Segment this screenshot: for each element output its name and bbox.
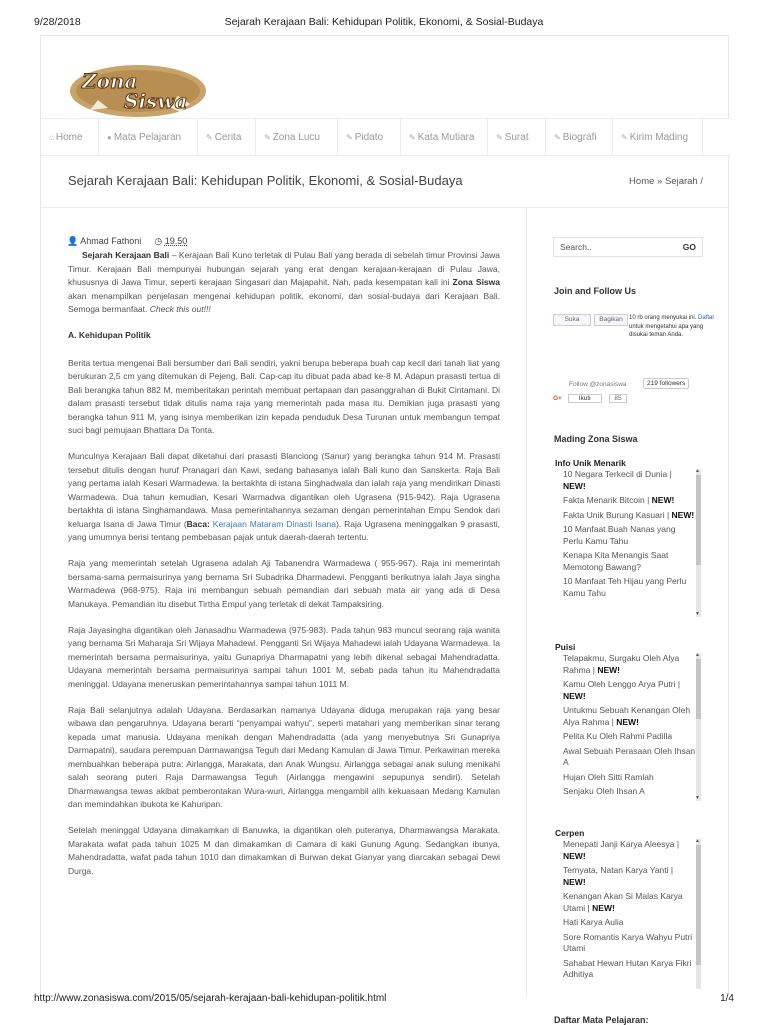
edit-icon: ✎ [206, 133, 213, 142]
nav-zona-lucu[interactable]: ✎ Zona Lucu [256, 119, 338, 156]
print-title: Sejarah Kerajaan Bali: Kehidupan Politik, Ekonomi, & Sosial-Budaya [224, 16, 544, 28]
print-date: 9/28/2018 [34, 16, 81, 28]
edit-icon: ✎ [621, 133, 628, 142]
list-item[interactable]: Senjaku Oleh Ihsan A [563, 786, 645, 796]
search-go-button[interactable]: GO [682, 242, 696, 252]
paragraph-5: Raja Bali selanjutnya adalah Udayana. Berdasarkan namanya Udayana diduga merupakan raja yang besar wibawa dan pengaruhnya. Udayana berarti “penyampai wahyu”, seperti matahari yang memberikan sinar terang kepada umat manusia. Udayana menikah dengan Mahendradatta (ada yang menyebutnya Sri Gunapriya Darmapatni), saudara perempuan Darmawangsa Teguh dari Medang Kamulan di Jawa Timur. Perkawinan mereka membuahkan beberapa putra: Airlangga, Marakata, dan Anak Wungsu. Airlangga sebagai anak sulung menikahi salah seorang puteri Raja Darmawangsa Teguh (Airlangga mengawini sepupunya sendiri). Setelah Dharmawangsa tewas akibat pemberontakan Wura-wuri, Airlangga mengambil alih kekuasaan Medang Kamulan dan memindahkan ibukota ke Kahuripan. [68, 704, 500, 809]
clock-icon: ◷ [154, 236, 163, 246]
puisi-items[interactable] [555, 653, 701, 801]
site-logo[interactable] [68, 58, 208, 120]
fb-like-text: 10 rb orang menyukai ini. Daftar untuk mengetahui apa yang disukai teman Anda. [629, 315, 715, 338]
article-body [68, 249, 500, 891]
mading-title: Mading Zona Siswa [554, 434, 638, 444]
puisi-list [555, 642, 701, 804]
twitter-follow[interactable]: Follow @zonasiswa [569, 381, 627, 388]
cerpen-items[interactable] [555, 839, 701, 989]
post-author[interactable]: Ahmad Fathoni [80, 236, 142, 246]
page-title: Sejarah Kerajaan Bali: Kehidupan Politik, Ekonomi, & Sosial-Budaya [68, 173, 463, 188]
list-item[interactable]: 10 Manfaat Buah Nanas yang Perlu Kamu Tahu [563, 524, 676, 546]
scroll-up-icon[interactable]: ▲ [695, 838, 700, 844]
related-link[interactable]: Kerajaan Mataram Dinasti Isana [209, 518, 336, 529]
main-nav [41, 118, 730, 156]
list-item[interactable]: Sore Romantis Karya Wahyu Putri Utami [563, 931, 693, 953]
nav-kata-mutiara[interactable]: ✎ Kata Mutiara [401, 119, 488, 156]
fb-share-button[interactable]: Bagikan [594, 314, 628, 326]
list-item[interactable]: 10 Manfaat Teh Hijau yang Perlu Kamu Tahu [563, 576, 687, 598]
intro-paragraph: Sejarah Kerajaan Bali – Kerajaan Bali Kuno terletak di Pulau Bali yang berada di sebelah timur Provinsi Jawa Timur. Kerajaan Bali mempunyai hubungan sejarah yang erat dengan kerajaan-kerajaan di Pulau Jawa, khususnya di Jawa Timur, seperti kerajaan Singasari dan Majapahit. Nah, pada kesempatan kali ini Zona Siswa akan menampilkan penjelasan mengenai kehidupan politik, ekonomi, dan sosial-budaya dari Kerajaan Bali. Semoga bermanfaat. Check this out!!! [68, 250, 501, 314]
list-item[interactable]: Hati Karya Aulia [563, 917, 624, 927]
scroll-down-icon[interactable]: ▼ [695, 795, 700, 801]
edit-icon: ✎ [496, 133, 503, 142]
print-page-number: 1/4 [720, 993, 734, 1004]
puisi-heading: Puisi [555, 642, 576, 652]
paragraph-3: Raja yang memerintah setelah Ugrasena adalah Aji Tabanendra Warmadewa ( 955-967). Raja ini memerintah bersama-sama permaisurinya yang bernama Sri Subadrika Dharmadewi. Pengganti berikutnya ialah Jaya singha Warmadewa (968-975). Raja ini membangun sebuah pemandian dari sebuah mata air yang ada di Desa Manukaya. Pemandian itu disebut Tirtha Empul yang terletak di dekat Tampaksiring. [68, 558, 500, 609]
logo-graphic [68, 58, 208, 120]
scroll-up-icon[interactable]: ▲ [695, 652, 700, 658]
list-item[interactable]: Pelita Ku Oleh Rahmi Padilla [563, 731, 673, 741]
list-item[interactable]: Sahabat Hewan Hutan Karya Fikri Adhitiya [563, 957, 692, 979]
scroll-up-icon[interactable]: ▲ [695, 468, 700, 474]
info-unik-list [555, 458, 701, 620]
list-item[interactable]: Untukmu Sebuah Kenangan Oleh Alya Rahma | NEW! [563, 705, 691, 727]
search-placeholder: Search.. [560, 242, 592, 252]
edit-icon: ✎ [554, 133, 561, 142]
nav-cerita[interactable]: ✎ Cerita [198, 119, 256, 156]
nav-biografi[interactable]: ✎ Biografi [546, 119, 613, 156]
nav-pidato[interactable]: ✎ Pidato [338, 119, 401, 156]
list-item[interactable]: Menepati Janji Karya Aleesya | NEW! [563, 839, 680, 861]
info-unik-items[interactable] [555, 469, 701, 617]
list-item[interactable]: Kenangan Akan Si Malas Karya Utami | NEW! [563, 891, 683, 913]
breadcrumb-sep: » [657, 176, 663, 187]
nav-kirim-mading[interactable]: ✎ Kirim Mading [613, 119, 703, 156]
daftar-title: Daftar Mata Pelajaran: [554, 1015, 649, 1025]
list-item[interactable]: 10 Negara Terkecil di Dunia | NEW! [563, 469, 672, 491]
list-item[interactable]: Telapakmu, Surgaku Oleh Alya Rahma | NEW! [563, 653, 680, 675]
post-time[interactable]: 19.50 [164, 236, 188, 246]
logo-line2: Siswa [124, 89, 188, 113]
gplus-icon: G+ [553, 395, 562, 402]
post-meta [67, 236, 187, 247]
list-item[interactable]: Ternyata, Natan Karya Yanti | NEW! [563, 865, 674, 887]
pin-icon: ● [107, 133, 112, 142]
title-bar [41, 156, 730, 208]
info-scrollbar-thumb[interactable] [696, 475, 701, 565]
paragraph-6: Setelah meninggal Udayana dimakamkan di Banuwka, ia digantikan oleh puteranya, Dharmawangsa Marakata. Marakata wafat pada tahun 1025 M dan dimakamkan di Camara di kaki Gunung Agung. Sedangkan ibunya, Mahendradatta, wafat pada tahun 1010 dan dimakamkan di Burwan dekat Gianyar yang diarcakan sebagai Dewi Durga. [68, 825, 500, 876]
print-header [34, 16, 734, 30]
edit-icon: ✎ [264, 133, 271, 142]
list-item[interactable]: Awal Sebuah Perasaan Oleh Ihsan A [563, 745, 696, 767]
gplus-count: 85 [609, 394, 626, 403]
cerpen-heading: Cerpen [555, 828, 585, 838]
info-unik-heading: Info Unik Menarik [555, 458, 626, 468]
home-icon: ⌂ [49, 133, 54, 142]
logo-line1: Zona [82, 69, 138, 93]
gplus-widget [553, 394, 627, 403]
print-url: http://www.zonasiswa.com/2015/05/sejarah-kerajaan-bali-kehidupan-politik.html [34, 993, 387, 1004]
paragraph-1: Berita tertua mengenai Bali bersumber dari Bali sendiri, yakni berupa beberapa buah cap kecil dari tanah liat yang berukuran 2,5 cm yang ditemukan di Pejeng, Bali. Cap-cap itu dibuat pada abad ke-8 M. Adapun prasasti tertua di Bali berangka tahun 882 M, memberitakan perintah membuat pertapaan dan pasanggrahan di Bukit Cintamani. Di dalam prasasti tersebut tidak ditulis nama raja yang memerintah pada masa itu. Demikian juga prasasti yang berangka tahun 911 M, yang isinya memberikan izin kepada penduduk Desa Turunan untuk membangun tempat suci bagi pemujaan Bhattara Da Tonta. [68, 357, 500, 435]
fb-like-button[interactable]: Suka [553, 314, 591, 326]
list-item[interactable]: Kenapa Kita Menangis Saat Memotong Bawang? [563, 550, 669, 572]
scroll-down-icon[interactable]: ▼ [695, 611, 700, 617]
nav-home[interactable]: ⌂ Home [41, 119, 99, 156]
breadcrumb-home[interactable]: Home [629, 176, 655, 187]
gplus-follow-button[interactable]: Ikuti [568, 394, 602, 403]
breadcrumb-current[interactable]: Sejarah / [664, 176, 703, 187]
nav-mata-pelajaran[interactable]: ● Mata Pelajaran [99, 119, 198, 156]
paragraph-4: Raja Jayasingha digantikan oleh Janasadhu Warmadewa (975-983). Pada tahun 983 muncul seorang raja wanita yang bernama Sri Maharaja Sri Wijaya Mahadewi. Pengganti Sri Wijaya Mahadewi ialah Udayana Warmadewa. Ia memerintah bersama permaisurinya, yaitu Gunapriya Dharmapatni yang lebih dikenal sebagai Mahendradatta. Udayana memerintah bersama permaisurinya sampai tahun 1001 M, sebab pada tahun itu Mahendradatta meninggal. Udayana meneruskan pemerintahannya sampai tahun 1011 M. [68, 624, 500, 689]
list-item[interactable]: Hujan Oleh Sitti Ramlah [563, 771, 654, 782]
puisi-scrollbar-thumb[interactable] [696, 659, 701, 719]
user-icon: 👤 [67, 236, 79, 246]
edit-icon: ✎ [346, 133, 353, 142]
print-footer [34, 993, 734, 1007]
edit-icon: ✎ [409, 133, 416, 142]
section-heading: A. Kehidupan Politik [68, 330, 151, 340]
list-item[interactable]: Kamu Oleh Lenggo Arya Putri | NEW! [563, 679, 681, 701]
breadcrumb [629, 176, 703, 187]
list-item[interactable]: Fakta Unik Burung Kasuari | NEW! [563, 509, 695, 520]
nav-surat[interactable]: ✎ Surat [488, 119, 546, 156]
join-follow-title: Join and Follow Us [554, 286, 637, 296]
cerpen-scrollbar-thumb[interactable] [696, 845, 701, 965]
list-item[interactable]: Fakta Menarik Bitcoin | NEW! [563, 495, 675, 505]
paragraph-2: Munculnya Kerajaan Bali dapat diketahui dari prasasti Blanciong (Sanur) yang berangka tahun 914 M. Prasasti tersebut ditulis dengan huruf Pranagari dan Kawi, sedang bahasanya ialah Bali kuno dan Sanskerta. Raja Bali yang pertama ialah Kesari Warmadewa. Ia bertakhta di istana Singhadwala dan ialah raja yang mendirikan Dinasti Warmadewa. Dua tahun kemudian, Kesari Warmadwa digantikan oleh Ugrasena (915-942). Raja Ugrasena bertakhta di istana Singhamandawa. Masa pemerintahannya sezaman dengan pemerintahan Empu Sendok dari keluarga Isana di Jawa Timur (Baca: Kerajaan Mataram Dinasti Isana). Raja Ugrasena meninggalkan 9 prasasti, yang umumnya berisi tentang pembebasan pajak untuk daerah-daerah tertentu. [68, 451, 500, 542]
search-input[interactable] [553, 237, 703, 257]
twitter-follower-count: 219 followers [643, 378, 689, 389]
article-column [41, 208, 527, 996]
cerpen-list [555, 828, 701, 992]
